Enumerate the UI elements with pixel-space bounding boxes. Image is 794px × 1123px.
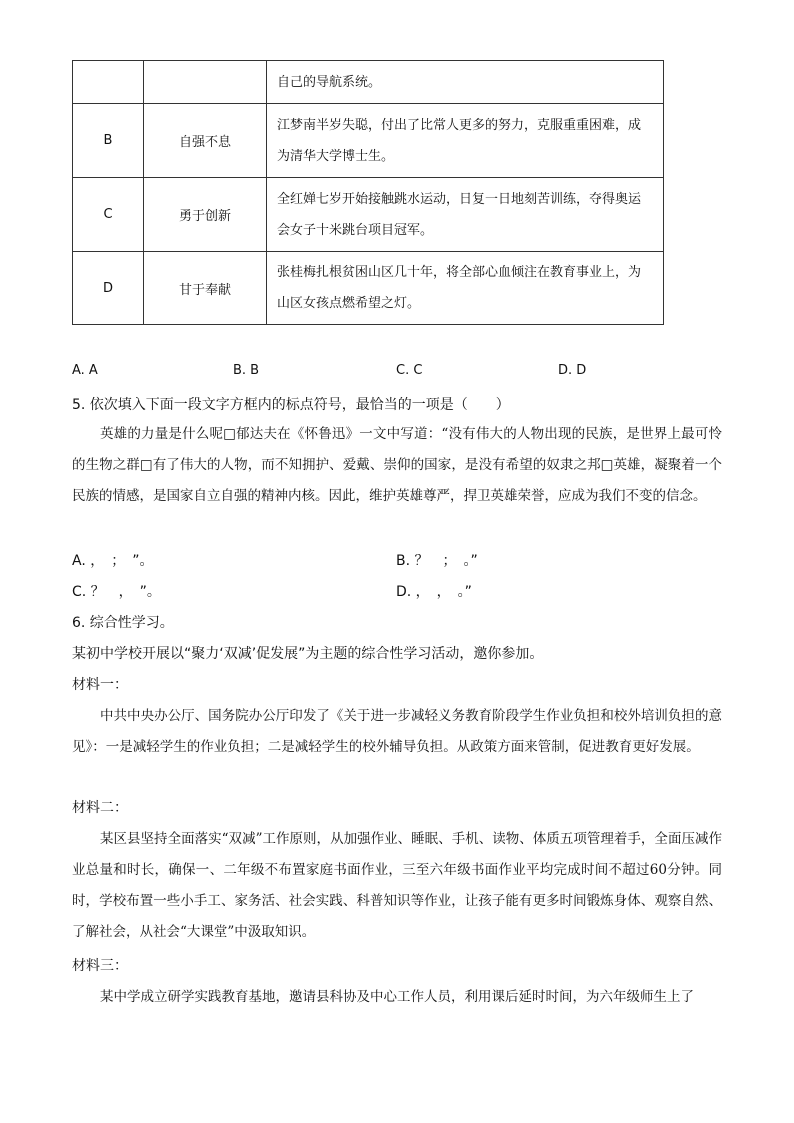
material-1-text: 中共中央办公厅、国务院办公厅印发了《关于进一步减轻义务教育阶段学生作业负担和校外培训负担的意见》：一是减轻学生的作业负担；二是减轻学生的校外辅导负担。从政策方面来管制，促进教育更好发展。 <box>72 708 722 755</box>
material-3-label: 材料三： <box>72 958 128 974</box>
q5-choice-b[interactable]: B. ？ ； 。” <box>396 553 478 569</box>
row-text: 江梦南半岁失聪，付出了比常人更多的努力，克服重重困难，成为清华大学博士生。 <box>267 104 664 178</box>
row-theme: 甘于奉献 <box>144 252 267 325</box>
row-theme: 勇于创新 <box>144 178 267 252</box>
table-row <box>73 61 664 104</box>
material-2-text: 某区县坚持全面落实“双减”工作原则，从加强作业、睡眠、手机、读物、体质五项管理着手，全面压减作业总量和时长，确保一、二年级不布置家庭书面作业，三至六年级书面作业平均完成时间不超过60分钟。同时，学校布置一些小手工、家务活、社会实践、科普知识等作业，让孩子能有更多时间锻炼身体、观察自然、了解社会，从社会“大课堂”中汲取知识。 <box>72 831 722 940</box>
table-row <box>73 104 664 178</box>
row-text: 张桂梅扎根贫困山区几十年，将全部心血倾注在教育事业上，为山区女孩点燃希望之灯。 <box>267 252 664 325</box>
q5-choice-c[interactable]: C. ？ ， ”。 <box>72 584 161 600</box>
material-3-text: 某中学成立研学实践教育基地，邀请县科协及中心工作人员，利用课后延时时间，为六年级师生上了 <box>100 989 694 1005</box>
q5-choice-a[interactable]: A. ， ； ”。 <box>72 553 154 569</box>
row-letter: D <box>73 252 144 325</box>
q4-choice-b[interactable]: B. B <box>233 363 260 378</box>
material-1-label: 材料一： <box>72 677 128 693</box>
row-letter <box>73 61 144 104</box>
row-theme: 自强不息 <box>144 104 267 178</box>
q4-choice-a[interactable]: A. A <box>72 363 98 378</box>
row-letter: C <box>73 178 144 252</box>
q5-stem: 5. 依次填入下面一段文字方框内的标点符号，最恰当的一项是（ ） <box>72 397 510 413</box>
table-row <box>73 252 664 325</box>
table-row <box>73 178 664 252</box>
row-text: 全红婵七岁开始接触跳水运动，日复一日地刻苦训练，夺得奥运会女子十米跳台项目冠军。 <box>267 178 664 252</box>
q5-passage: 英雄的力量是什么呢□郁达夫在《怀鲁迅》一文中写道：“没有伟大的人物出现的民族，是世界上最可怜的生物之群□有了伟大的人物，而不知拥护、爱戴、崇仰的国家，是没有希望的奴隶之邦□英雄，凝聚着一个民族的情感，是国家自立自强的精神内核。因此，维护英雄尊严，捍卫英雄荣誉，应成为我们不变的信念。 <box>72 426 722 504</box>
material-2-label: 材料二： <box>72 800 128 816</box>
row-theme <box>144 61 267 104</box>
q4-choice-c[interactable]: C. C <box>396 363 423 378</box>
q6-stem: 6. 综合性学习。 <box>72 615 174 631</box>
row-text: 自己的导航系统。 <box>267 61 664 104</box>
q6-intro: 某初中学校开展以“聚力‘双减’促发展”为主题的综合性学习活动，邀你参加。 <box>72 646 544 662</box>
row-letter: B <box>73 104 144 178</box>
options-table <box>72 60 664 325</box>
q5-choice-d[interactable]: D. ， ， 。” <box>396 584 472 600</box>
q4-choice-d[interactable]: D. D <box>558 363 587 378</box>
